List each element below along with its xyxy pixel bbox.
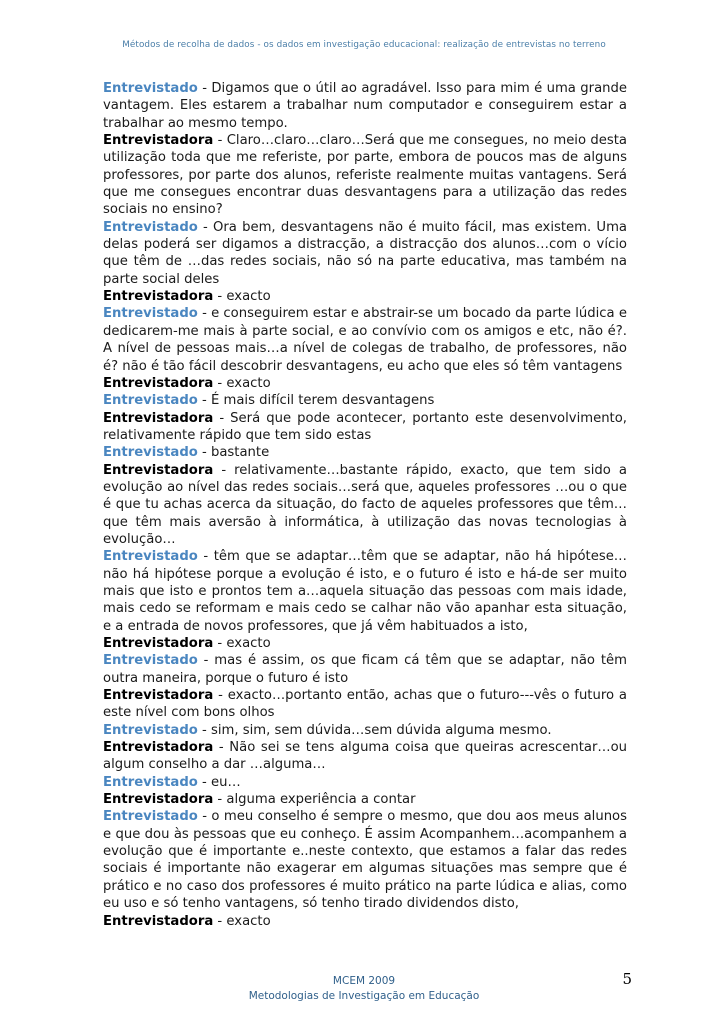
speaker-label: Entrevistado [103, 653, 198, 669]
turn-text: - exacto [213, 636, 271, 651]
speaker-label: Entrevistado [103, 219, 198, 235]
speaker-label: Entrevistado [103, 774, 198, 790]
turn-text: - É mais difícil terem desvantagens [197, 393, 435, 409]
transcript-turn-interviewer [103, 687, 627, 722]
speaker-label: Entrevistado [103, 549, 198, 565]
turn-text: - exacto [213, 913, 271, 929]
transcript-turn-interviewee [103, 774, 627, 791]
transcript-turn-interviewee [103, 722, 627, 739]
turn-text: - mas é assim, os que ficam cá têm que se adaptar, não têm outra maneira, porque o futuro é isto [103, 653, 627, 686]
speaker-label: Entrevistadora [103, 375, 214, 391]
speaker-label: Entrevistadora [103, 792, 214, 808]
speaker-label: Entrevistadora [103, 410, 214, 426]
speaker-label: Entrevistado [103, 809, 198, 825]
turn-text: - Não sei se tens alguma coisa que queiras acrescentar…ou algum conselho a dar …alguma… [103, 740, 627, 773]
speaker-label: Entrevistado [103, 81, 198, 96]
turn-text: - exacto [213, 289, 271, 305]
transcript-turn-interviewer [103, 739, 627, 774]
transcript-turn-interviewer [103, 791, 627, 808]
running-header: Métodos de recolha de dados - os dados em investigação educacional: realização de entrevistas no terreno [122, 40, 606, 50]
turn-text: - o meu conselho é sempre o mesmo, que dou aos meus alunos e que dou às pessoas que eu conheço. É assim Acompanhem…acompanhem a evolução que é importante e..neste contexto, que estamos a falar das redes sociais é importante não exagerar em algumas situações mas sempre que é prático e no caso dos professores é muito prático na parte lúdica e alias, como eu uso e só tenho vantagens, só tenho tirado dividendos disto, [103, 809, 627, 912]
turn-text: - exacto…portanto então, achas que o futuro---vês o futuro a este nível com bons olhos [103, 688, 627, 721]
speaker-label: Entrevistado [103, 306, 198, 322]
transcript-turn-interviewee [103, 444, 627, 461]
transcript-turn-interviewee [103, 80, 627, 132]
transcript-turn-interviewer [103, 375, 627, 392]
turn-text: - sim, sim, sem dúvida…sem dúvida alguma mesmo. [197, 722, 552, 738]
speaker-label: Entrevistado [103, 722, 198, 738]
speaker-label: Entrevistadora [103, 289, 214, 305]
turn-text: - relativamente…bastante rápido, exacto, que tem sido a evolução ao nível das redes sociais…será que, aqueles professores …ou o que é que tu achas acerca da situação, do facto de aqueles professores que têm…que têm mais aversão à informática, à utilização das novas tecnologias à evolução… [103, 462, 627, 547]
transcript-turn-interviewer [103, 635, 627, 652]
turn-text: - alguma experiência a contar [213, 792, 416, 808]
speaker-label: Entrevistadora [103, 740, 214, 756]
turn-text: - exacto [213, 375, 271, 391]
turn-text: - Digamos que o útil ao agradável. Isso para mim é uma grande vantagem. Eles estarem a trabalhar num computador e conseguirem estar a trabalhar ao mesmo tempo. [103, 81, 627, 131]
transcript-turn-interviewee [103, 548, 627, 635]
speaker-label: Entrevistadora [103, 688, 214, 704]
turn-text: - e conseguirem estar e abstrair-se um bocado da parte lúdica e dedicarem-me mais à parte social, e ao convívio com os amigos e etc, não é?. A nível de pessoas mais…a nível de colegas de trabalho, de professores, não é? não é tão fácil descobrir desvantagens, eu acho que eles só têm vantagens [103, 306, 627, 374]
transcript-turn-interviewer [103, 288, 627, 305]
turn-text: - eu… [197, 774, 241, 790]
speaker-label: Entrevistadora [103, 462, 214, 478]
speaker-label: Entrevistadora [103, 636, 214, 651]
speaker-label: Entrevistado [103, 445, 198, 461]
transcript-turn-interviewer [103, 913, 627, 930]
transcript-turn-interviewee [103, 219, 627, 288]
transcript-turn-interviewee [103, 305, 627, 374]
transcript-turn-interviewer [103, 132, 627, 219]
transcript-turn-interviewer [103, 410, 627, 445]
page-number: 5 [622, 970, 632, 988]
speaker-label: Entrevistado [103, 393, 198, 409]
turn-text: - têm que se adaptar…têm que se adaptar, não há hipótese…não há hipótese porque a evolução é isto, e o futuro é isto e há-de ser muito mais que isto e prontos tem a…aquela situação das pessoas com mais idade, mais cedo se reformam e mais cedo se calhar não vão apanhar esta situação, e a entrada de novos professores, que já vêm habituados a isto, [103, 549, 627, 634]
transcript-turn-interviewee [103, 392, 627, 409]
turn-text: - bastante [197, 445, 270, 461]
transcript-turn-interviewee [103, 652, 627, 687]
footer-course-title: Metodologias de Investigação em Educação [248, 990, 480, 1002]
turn-text: - Claro…claro…claro…Será que me consegues, no meio desta utilização toda que me referiste, por parte, embora de poucos mas de alguns professores, por parte dos alunos, referiste realmente muitas vantagens. Será que me consegues encontrar duas desvantagens para a utilização das redes sociais no ensino? [103, 133, 627, 218]
turn-text: - Será que pode acontecer, portanto este desenvolvimento, relativamente rápido que tem sido estas [103, 410, 627, 443]
speaker-label: Entrevistadora [103, 913, 214, 929]
transcript-turn-interviewee [103, 808, 627, 912]
transcript-turn-interviewer [103, 462, 627, 549]
speaker-label: Entrevistadora [103, 133, 214, 149]
interview-transcript [103, 80, 627, 930]
turn-text: - Ora bem, desvantagens não é muito fácil, mas existem. Uma delas poderá ser digamos a distracção, a distracção dos alunos…com o vício que têm de …das redes sociais, não só na parte educativa, mas também na parte social deles [103, 219, 627, 287]
footer-course-code: MCEM 2009 [332, 975, 396, 987]
